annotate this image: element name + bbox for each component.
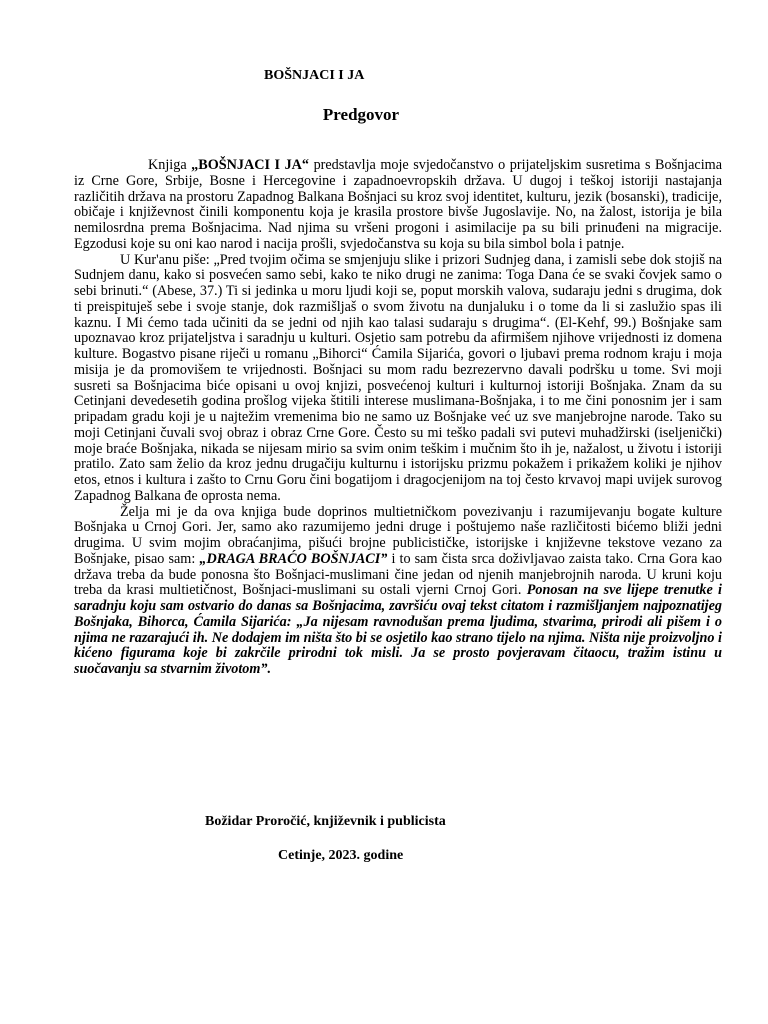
preface-body [74,158,722,678]
paragraph-1-segment: predstavlja moje svjedočanstvo o prijateljskim susretima s Bošnjacima iz Crne Gore, Srbije, Bosne i Hercegovine i zapadnoevropskih država. U dugoj i teškoj istoriji nastajanja različitih država na prostoru Zapadnog Balkana Bošnjaci su kroz svoj identitet, kulturu, jezik (bosanski), tradicije, običaje i književnost činili komponentu koja je krasila prostore bivše Jugoslavije. No, na žalost, istorija je bila nemilosrdna prema Bošnjacima. Nad njima su vršeni progoni i asimilacije pa su bili prinuđeni na migracije. Egzodusi koje su oni kao narod i nacija prošli, svjedočanstva su koja su bila simbol bola i patnje. [74,157,722,252]
section-heading: Predgovor [322,105,400,124]
paragraph-1 [74,158,722,253]
paragraph-2-segment: U Kur'anu piše: „Pred tvojim očima se smjenjuju slike i prizori Sudnjeg dana, i zamisli sebe dok stojiš na Sudnjem danu, kako si posvećen samo sebi, kako te niko drugi ne zanima: Toga Dana će se svaki čovjek samo o sebi brinuti.“ (Abese, 37.) Ti si jedinka u moru ljudi koji se, poput morskih valova, sudaraju jedni s drugima, dok ti preispituješ sebe i svoje stanje, dok razmišljaš o svom životu na dunjaluku i o tome da li si zaslužio spas ili kaznu. I Mi ćemo tada učiniti da se jedni od njih kao talasi sudaraju s drugima“. (El-Kehf, 99.) Bošnjake sam upoznavao kroz prijateljstva i saradnju u kulturi. Osjetio sam potrebu da afirmišem njihove vrijednosti iz domena kulture. Bogastvo pisane riječi u romanu „Bihorci“ Ćamila Sijarića, govori o ljubavi prema rodnom kraju i moja misija je da promovišem te vrijednosti. Bošnjaci su mom radu bezrezervno davali podršku u tome. Svi moji susreti sa Bošnjacima biće opisani u ovoj knjizi, posvećenoj kulturi i kulturnoj istoriji Bošnjaka. Znam da su Cetinjani devedesetih godina prošlog vijeka štitili interese muslimana-Bošnjaka, i to me čini ponosnim jer i sam pripadam gradu koji je u najtežim vremenima bio ne samo uz Bošnjake već uz sve manjebrojne narode. Tako su moji Cetinjani čuvali svoj obraz i obraz Crne Gore. Često su mi teško padali svi putevi muhadžirski (iseljenički) moje braće Bošnjaka, nikada se nijesam mirio sa svim onim teškim i mučnim što ih je, nažalost, u životu i istoriji pratilo. Zato sam želio da kroz jednu drugačiju kulturnu i istorijsku prizmu pokažem i prikažem koliki je njihov etos, etnos i kultura i zašto to Crnu Goru čini bogatijom i dragocjenijom na toj često krvavoj mapi uvijek surovog Zapadnog Balkana đe oprosta nema. [74,251,722,504]
paragraph-3-segment: Ponosan na sve lijepe trenutke i saradnju koju sam ostvario do danas sa Bošnjacima, završiću ovaj tekst citatom i razmišljanjem najpoznatijeg Bošnjaka, Bihorca, Ćamila Sijarića: „Ja nijesam ravnodušan prema ljudima, stvarima, prirodi ali pišem i o njima ne razarajući ih. Ne dodajem im ništa što bi se osjetilo kao strano tijelo na njima. Ništa nije proizvoljno i kićeno figurama koje bi zakrčile prirodni tok misli. Ja se prosto povjeravam čitaocu, tražim istinu u suočavanju sa stvarnim životom”. [74,582,723,677]
paragraph-3-segment: i to sam čista srca doživljavao zaista tako. Crna Gora kao država treba da bude ponosna što Bošnjaci-muslimani čine jedan od njenih manjebrojnih naroda. U kruni koju treba da krasi multietičnost, Bošnjaci-muslimani su ostali vjerni Crnoj Gori. [74,550,722,599]
book-title: BOŠNJACI I JA [264,68,365,83]
paragraph-3 [74,505,722,678]
paragraph-3-segment: Želja mi je da ova knjiga bude doprinos multietničkom povezivanju i razumijevanju bogate kulture Bošnjaka u Crnoj Gori. Jer, samo ako razumijemo jedni druge i poštujemo naše različitosti bićemo bliži jedni drugima. U svim mojim obraćanjima, pišući brojne publicističke, istorijske i književne tekstove vezano za Bošnjake, pisao sam: [74,503,722,567]
paragraph-1-segment: Knjiga [148,157,192,173]
paragraph-1-segment: „BOŠNJACI I JA“ [191,157,310,173]
place-date: Cetinje, 2023. godine [278,848,404,863]
paragraph-2 [74,253,722,505]
paragraph-3-segment: „DRAGA BRAĆO BOŠNJACI” [199,550,388,567]
author-signature: Božidar Proročić, književnik i publicista [205,814,446,829]
